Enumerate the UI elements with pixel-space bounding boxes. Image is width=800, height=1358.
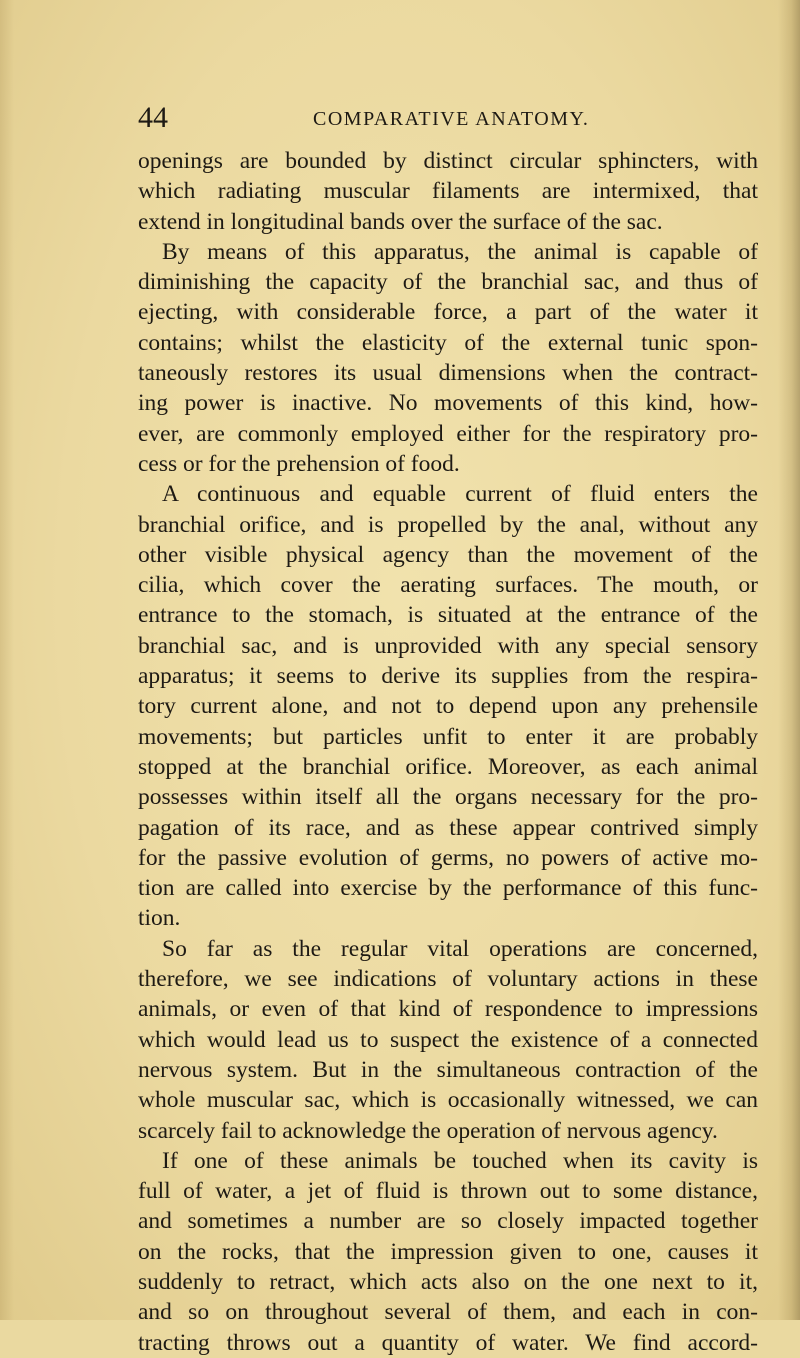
- text-line: A continuous and equable current of fluid enters the: [162, 481, 758, 508]
- text-line: on the rocks, that the impression given to one, causes it: [138, 1238, 758, 1265]
- text-line: therefore, we see indications of voluntary actions in these: [138, 966, 758, 993]
- page-header: [138, 98, 758, 138]
- text-line: apparatus; it seems to derive its supplies from the respira-: [138, 663, 758, 690]
- text-line: and sometimes a number are so closely impacted together: [138, 1208, 758, 1235]
- page-right-edge-shadow: [778, 0, 800, 1320]
- text-line: ever, are commonly employed either for the respiratory pro-: [138, 420, 758, 447]
- text-line: So far as the regular vital operations are concerned,: [162, 935, 758, 962]
- text-line: which would lead us to suspect the existence of a connected: [138, 1026, 758, 1053]
- text-line: tracting throws out a quantity of water. We find accord-: [138, 1329, 758, 1356]
- text-line: tion.: [138, 905, 181, 932]
- text-line: stopped at the branchial orifice. Moreover, as each animal: [138, 753, 758, 780]
- text-line: for the passive evolution of germs, no powers of active mo-: [138, 844, 758, 871]
- text-line: possesses within itself all the organs necessary for the pro-: [138, 784, 758, 811]
- text-line: movements; but particles unfit to enter it are probably: [138, 723, 758, 750]
- text-line: cess or for the prehension of food.: [138, 450, 460, 477]
- text-line: extend in longitudinal bands over the surface of the sac.: [138, 208, 663, 235]
- text-line: scarcely fail to acknowledge the operation of nervous agency.: [138, 1117, 718, 1144]
- text-line: and so on throughout several of them, and each in con-: [138, 1299, 758, 1326]
- running-head: COMPARATIVE ANATOMY.: [313, 108, 590, 130]
- text-line: whole muscular sac, which is occasionally witnessed, we can: [138, 1087, 758, 1114]
- text-line: animals, or even of that kind of respondence to impressions: [138, 996, 758, 1023]
- text-line: suddenly to retract, which acts also on the one next to it,: [138, 1268, 758, 1295]
- text-line: nervous system. But in the simultaneous contraction of the: [138, 1056, 758, 1083]
- text-line: By means of this apparatus, the animal is capable of: [162, 238, 758, 265]
- text-line: other visible physical agency than the movement of the: [138, 541, 758, 568]
- text-line: tory current alone, and not to depend upon any prehensile: [138, 693, 758, 720]
- page-number: 44: [138, 101, 168, 134]
- page-left-edge-shadow: [0, 0, 14, 1320]
- text-line: pagation of its race, and as these appear contrived simply: [138, 814, 758, 841]
- text-line: contains; whilst the elasticity of the external tunic spon-: [138, 329, 758, 356]
- text-line: diminishing the capacity of the branchial sac, and thus of: [138, 269, 758, 296]
- text-line: ejecting, with considerable force, a part of the water it: [138, 299, 758, 326]
- text-line: branchial orifice, and is propelled by the anal, without any: [138, 511, 758, 538]
- text-line: tion are called into exercise by the performance of this func-: [138, 875, 758, 902]
- text-line: openings are bounded by distinct circular sphincters, with: [138, 148, 758, 174]
- text-line: which radiating muscular filaments are intermixed, that: [138, 178, 758, 205]
- text-line: If one of these animals be touched when its cavity is: [162, 1147, 758, 1174]
- body-text: [138, 146, 758, 1358]
- text-line: branchial sac, and is unprovided with any special sensory: [138, 632, 758, 659]
- text-line: cilia, which cover the aerating surfaces. The mouth, or: [138, 572, 758, 599]
- text-line: ing power is inactive. No movements of this kind, how-: [138, 390, 758, 417]
- text-line: entrance to the stomach, is situated at the entrance of the: [138, 602, 758, 629]
- text-line: taneously restores its usual dimensions when the contract-: [138, 360, 758, 387]
- text-line: full of water, a jet of fluid is thrown out to some distance,: [138, 1178, 758, 1205]
